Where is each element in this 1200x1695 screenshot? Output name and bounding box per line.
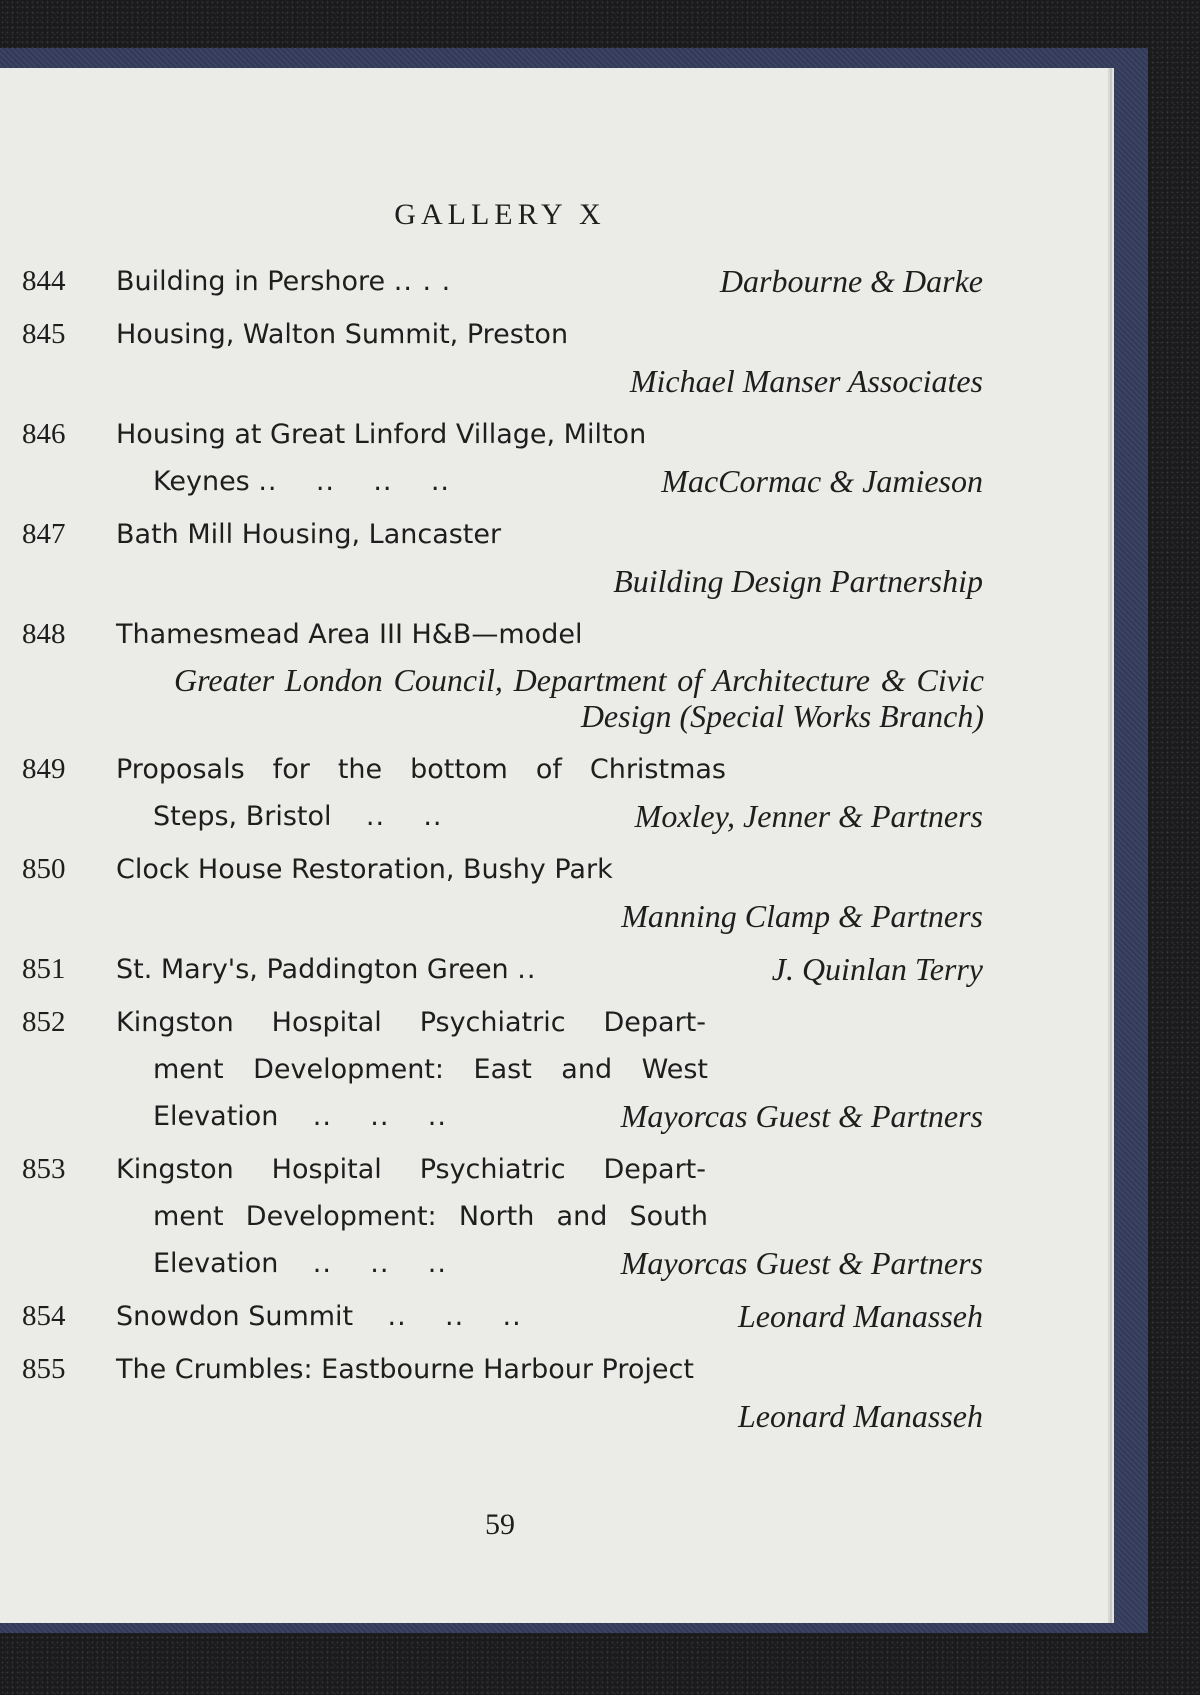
- entry-title-continued: ment Development: East and West: [153, 1054, 708, 1085]
- entry-number: 846: [22, 418, 66, 450]
- entry-851: [0, 946, 1108, 993]
- entry-title: Thamesmead Area III H&B—model: [116, 619, 583, 650]
- entry-number: 852: [22, 1006, 66, 1038]
- entry-author: Leonard Manasseh: [737, 1298, 983, 1334]
- entry-854: [0, 1293, 1108, 1340]
- entry-author: MacCormac & Jamieson: [661, 463, 983, 499]
- entry-author: Manning Clamp & Partners: [621, 898, 983, 934]
- page-number: 59: [485, 1508, 515, 1541]
- entry-title: Snowdon Summit .. .. ..: [116, 1301, 522, 1332]
- entry-number: 844: [22, 265, 66, 297]
- entry-855: [0, 1346, 1108, 1440]
- entry-author: J. Quinlan Terry: [771, 951, 983, 987]
- entry-title: The Crumbles: Eastbourne Harbour Project: [116, 1354, 694, 1385]
- entry-list: [0, 258, 1108, 1446]
- entry-title: Kingston Hospital Psychiatric Depart-: [116, 1154, 706, 1185]
- entry-title: Clock House Restoration, Bushy Park: [116, 854, 613, 885]
- entry-title: Proposals for the bottom of Christmas: [116, 754, 726, 785]
- entry-number: 853: [22, 1153, 66, 1185]
- gallery-title: GALLERY X: [394, 198, 606, 231]
- entry-number: 855: [22, 1353, 66, 1385]
- entry-844: [0, 258, 1108, 305]
- entry-title-continued: Steps, Bristol .. ..: [153, 801, 443, 832]
- entry-author: Greater London Council, Department of Architecture & Civic Design (Special Works Branch): [174, 662, 984, 734]
- entry-title-continued: Elevation .. .. ..: [153, 1248, 447, 1279]
- entry-title: Kingston Hospital Psychiatric Depart-: [116, 1007, 706, 1038]
- entry-number: 849: [22, 753, 66, 785]
- entry-846: [0, 411, 1108, 505]
- entry-author: Building Design Partnership: [613, 563, 983, 599]
- catalogue-page: [0, 68, 1108, 1623]
- entry-853: [0, 1146, 1108, 1287]
- entry-number: 851: [22, 953, 66, 985]
- entry-number: 854: [22, 1300, 66, 1332]
- entry-title-continued: Elevation .. .. ..: [153, 1101, 447, 1132]
- entry-title: Building in Pershore .. . .: [116, 266, 452, 297]
- entry-title: Housing, Walton Summit, Preston: [116, 319, 569, 350]
- entry-author: Mayorcas Guest & Partners: [620, 1245, 983, 1281]
- entry-848: [0, 611, 1108, 740]
- entry-author: Darbourne & Darke: [719, 263, 983, 299]
- entry-850: [0, 846, 1108, 940]
- entry-number: 850: [22, 853, 66, 885]
- entry-number: 845: [22, 318, 66, 350]
- entry-849: [0, 746, 1108, 840]
- entry-title-continued: ment Development: North and South: [153, 1201, 708, 1232]
- entry-845: [0, 311, 1108, 405]
- entry-title: Bath Mill Housing, Lancaster: [116, 519, 502, 550]
- entry-847: [0, 511, 1108, 605]
- entry-title: St. Mary's, Paddington Green ..: [116, 954, 537, 985]
- entry-author: Moxley, Jenner & Partners: [634, 798, 983, 834]
- entry-author: Mayorcas Guest & Partners: [620, 1098, 983, 1134]
- entry-author: Michael Manser Associates: [629, 363, 983, 399]
- entry-title-continued: Keynes .. .. .. ..: [153, 466, 450, 497]
- entry-number: 847: [22, 518, 66, 550]
- entry-author: Leonard Manasseh: [737, 1398, 983, 1434]
- entry-number: 848: [22, 618, 66, 650]
- entry-title: Housing at Great Linford Village, Milton: [116, 419, 647, 450]
- entry-852: [0, 999, 1108, 1140]
